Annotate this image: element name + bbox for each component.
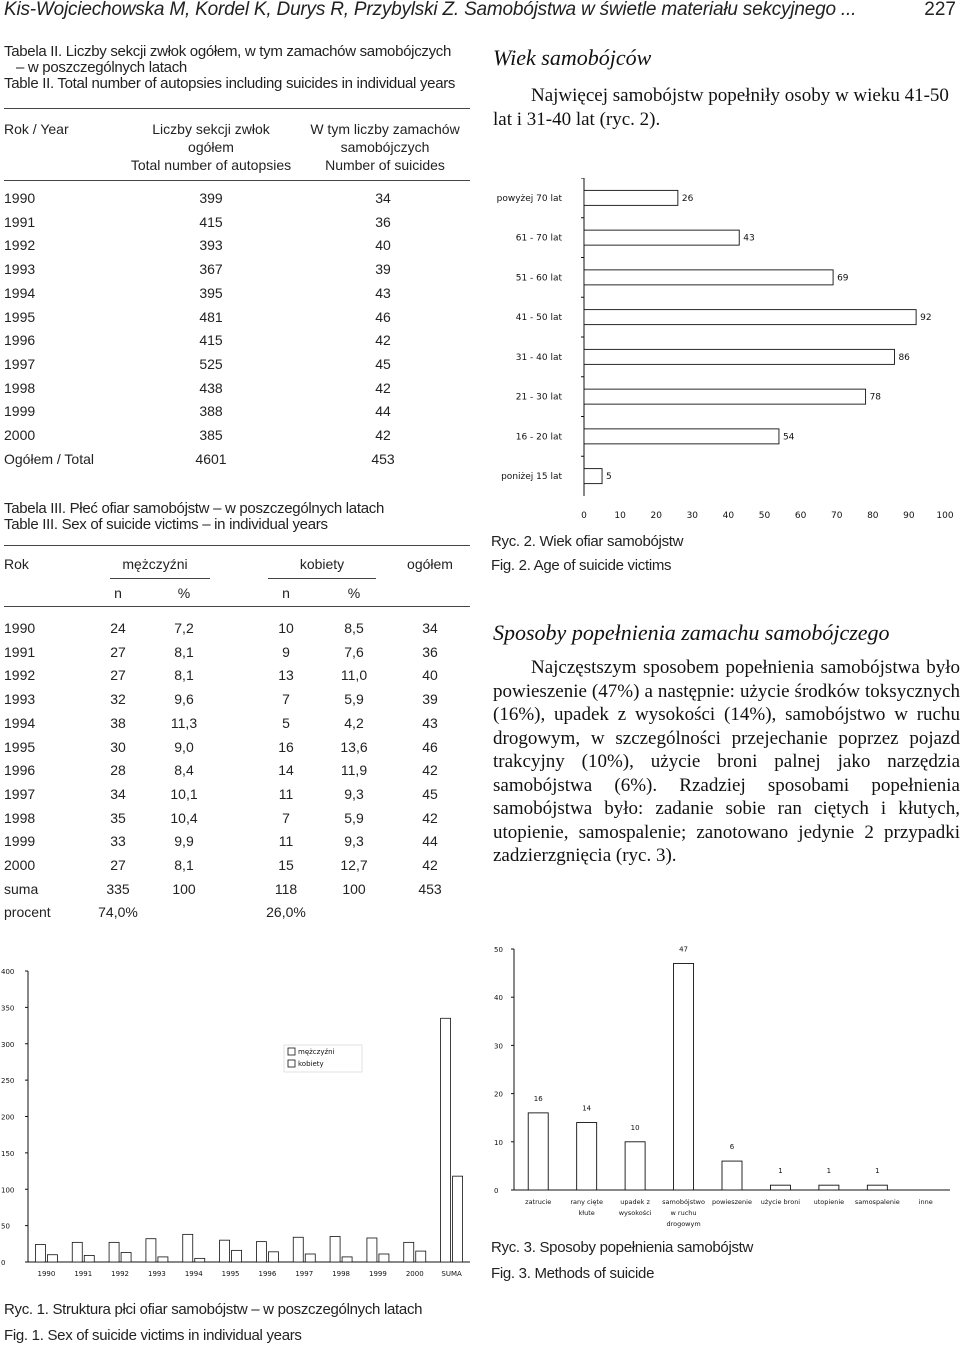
table2-caption-line: Table II. Total number of autopsies including suicides in individual years <box>4 75 456 92</box>
fig1-bar-women <box>268 1252 278 1262</box>
fig1-chart <box>0 955 478 1287</box>
table3-cell-women-pct: 11,0 <box>340 667 368 684</box>
table2-header-suicides: W tym liczby zamachów <box>310 121 460 137</box>
fig3-category-label: rany cięte <box>570 1198 603 1206</box>
table3-cell-men-pct: 9,6 <box>174 691 194 708</box>
fig3-bar <box>819 1185 839 1190</box>
table3-header-rok: Rok <box>4 556 29 572</box>
fig1-legend-swatch <box>288 1060 295 1067</box>
table3-cell-men-pct: 10,1 <box>170 785 198 802</box>
table2-cell-year: 1994 <box>4 284 36 301</box>
table2-cell-year: 1997 <box>4 355 36 372</box>
table3-cell-year: 1995 <box>4 738 36 755</box>
table2-cell-year: 2000 <box>4 427 36 443</box>
table2-cell-autopsies: 399 <box>199 190 223 206</box>
fig2-value-label: 69 <box>837 273 849 284</box>
table3-cell-year: 1991 <box>4 643 36 660</box>
fig3-category-label: użycie broni <box>760 1198 801 1206</box>
running-header: Kis-Wojciechowska M, Kordel K, Durys R, Przybylski Z. Samobójstwa w świetle materiału sekcyjnego ... <box>4 0 857 20</box>
table3-cell-women-pct: 5,9 <box>344 691 364 708</box>
table3-cell-women-n: 16 <box>278 738 294 755</box>
table3-cell-men-pct: 8,1 <box>174 667 194 684</box>
table3-cell-women-pct: 7,6 <box>344 643 364 660</box>
fig1-legend-label: kobiety <box>298 1060 324 1068</box>
table3-cell-total: 43 <box>422 714 438 731</box>
fig1-x-tick-label: 1996 <box>258 1270 277 1278</box>
table3-cell-women-n: 15 <box>278 857 294 873</box>
table3-cell-men-n: 27 <box>110 857 126 873</box>
fig1-bar-men <box>109 1242 119 1262</box>
table2-cell-year: Ogółem / Total <box>4 450 95 467</box>
fig3-value-label: 10 <box>630 1123 640 1132</box>
fig1-y-tick-label: 0 <box>1 1259 6 1267</box>
table2-cell-year: 1990 <box>4 190 36 206</box>
fig2-x-tick-label: 30 <box>686 511 699 521</box>
fig2-value-label: 43 <box>743 233 755 244</box>
fig3-bar <box>625 1142 645 1190</box>
table3-cell-women-pct: 9,3 <box>344 785 364 802</box>
fig2-x-tick-label: 50 <box>758 511 771 521</box>
fig3-y-tick-label: 30 <box>494 1042 503 1051</box>
fig1-bar-men <box>256 1242 266 1262</box>
fig3-y-tick-label: 10 <box>494 1138 503 1147</box>
fig2-category-label: 31 - 40 lat <box>515 352 562 363</box>
fig2-category-label: powyżej 70 lat <box>496 193 562 204</box>
table3-header-women: kobiety <box>299 556 345 572</box>
fig1-y-tick-label: 250 <box>1 1077 15 1086</box>
fig3-category-label: utopienie <box>813 1198 845 1206</box>
table3-header-pct: % <box>347 585 361 601</box>
fig2-x-tick-label: 10 <box>614 511 626 521</box>
fig3-bar <box>722 1161 742 1190</box>
table3-cell-men-pct: 11,3 <box>170 714 198 731</box>
fig3-y-tick-label: 50 <box>494 946 503 954</box>
table3-cell-men-pct: 7,2 <box>174 620 194 636</box>
table2-cell-suicides: 45 <box>375 355 391 372</box>
fig2-value-label: 92 <box>920 313 932 324</box>
table2-cell-autopsies: 385 <box>199 427 223 443</box>
table3-cell-total: 46 <box>422 738 438 755</box>
table3-cell-men-n: 27 <box>110 667 126 684</box>
table2-caption-line: – w poszczególnych latach <box>16 59 187 76</box>
fig2-x-tick-label: 60 <box>794 511 807 521</box>
table3-cell-women-n: 7 <box>282 691 290 708</box>
fig1-x-tick-label: 2000 <box>405 1270 424 1278</box>
table3-cell-women-n: 14 <box>278 762 294 779</box>
fig2-x-tick-label: 100 <box>936 511 954 521</box>
fig1-bar-men <box>146 1239 156 1262</box>
table3-cell-year: 1999 <box>4 833 36 850</box>
table2-cell-autopsies: 367 <box>199 261 223 278</box>
fig2-bar <box>584 230 739 245</box>
table2-caption-line: Tabela II. Liczby sekcji zwłok ogółem, w tym zamachów samobójczych <box>4 43 452 60</box>
table2-cell-autopsies: 388 <box>199 403 223 420</box>
fig3-bar <box>770 1185 790 1190</box>
fig3-category-label: wysokości <box>618 1209 652 1217</box>
table2-header-autopsies: ogółem <box>188 139 234 155</box>
table3-header-total: ogółem <box>407 556 453 572</box>
table3-cell-total: 40 <box>422 667 438 684</box>
table3-cell-women-n: 7 <box>282 809 290 826</box>
fig2-bar <box>584 469 602 484</box>
fig2-value-label: 54 <box>782 432 795 443</box>
fig3-category-label: zatrucie <box>525 1198 552 1206</box>
fig1-y-tick-label: 50 <box>1 1222 10 1231</box>
table3-caption-line: Table III. Sex of suicide victims – in individual years <box>4 516 328 533</box>
fig2-bar <box>584 429 779 444</box>
page-number: 227 <box>924 0 956 20</box>
table2-header-autopsies: Total number of autopsies <box>130 157 292 173</box>
fig2-value-label: 5 <box>606 472 612 483</box>
table3-cell-year: 1992 <box>4 667 36 684</box>
fig1-bar-men <box>404 1242 414 1262</box>
fig1-bar-men <box>35 1245 45 1262</box>
section-age-paragraph: Najwięcej samobójstw popełniły osoby w wieku 41-50 lat i 31-40 lat (ryc. 2). <box>493 85 949 130</box>
fig1-bar-women <box>453 1176 463 1262</box>
fig3-caption <box>491 1240 753 1282</box>
table3-cell-women-pct: 13,6 <box>340 738 368 755</box>
fig1-legend-swatch <box>288 1048 295 1055</box>
table3-cell-year: 1994 <box>4 714 36 731</box>
table3-cell-men-n: 24 <box>110 620 126 636</box>
fig1-caption-pl: Ryc. 1. Struktura płci ofiar samobójstw – w poszczególnych latach <box>4 1301 423 1318</box>
table3-cell-men-pct: 8,1 <box>174 857 194 873</box>
table2-cell-autopsies: 415 <box>199 332 223 349</box>
fig2-value-label: 26 <box>681 193 694 204</box>
table2-cell-autopsies: 4601 <box>195 450 227 467</box>
table2-cell-suicides: 34 <box>375 190 391 206</box>
table3-cell-men-n: 32 <box>110 691 126 708</box>
fig1-x-tick-label: 1999 <box>369 1270 387 1278</box>
fig2-bar <box>584 349 894 364</box>
fig2-x-tick-label: 40 <box>722 511 735 521</box>
fig3-y-tick-label: 20 <box>494 1090 503 1099</box>
fig3-caption-pl: Ryc. 3. Sposoby popełnienia samobójstw <box>491 1239 754 1256</box>
table3-cell-men-n: 38 <box>110 714 126 731</box>
table3-percent-label: procent <box>4 904 51 920</box>
fig3-bar <box>528 1113 548 1190</box>
fig1-bar-women <box>121 1253 131 1262</box>
table2-cell-suicides: 42 <box>375 427 391 443</box>
fig2-x-tick-label: 90 <box>903 511 915 521</box>
table3-cell-year: 1993 <box>4 691 36 708</box>
fig1-x-tick-label: SUMA <box>441 1270 462 1278</box>
fig3-category-label: samospalenie <box>854 1198 900 1206</box>
fig3-category-label: kłute <box>578 1209 595 1217</box>
fig3-value-label: 1 <box>875 1167 880 1176</box>
fig1-y-tick-label: 100 <box>1 1186 15 1195</box>
table3-cell-women-n: 9 <box>282 643 290 660</box>
fig1-y-tick-label: 400 <box>1 968 15 976</box>
table2-cell-suicides: 36 <box>375 213 391 230</box>
fig2-category-label: poniżej 15 lat <box>501 472 562 483</box>
fig2-category-label: 16 - 20 lat <box>515 432 562 443</box>
table3-cell-women-n: 118 <box>274 880 298 897</box>
table3-percent-women: 26,0% <box>266 904 306 920</box>
table3-cell-year: suma <box>4 880 39 897</box>
table3-cell-men-n: 335 <box>106 880 130 897</box>
table3-cell-men-pct: 9,0 <box>174 738 194 755</box>
table2-rule-top <box>4 108 470 109</box>
fig3-category-label: powieszenie <box>712 1198 752 1206</box>
table2-header-suicides: Number of suicides <box>325 157 445 173</box>
table3-rule-mid <box>4 606 470 607</box>
fig2-category-label: 21 - 30 lat <box>515 392 562 403</box>
table2-header-autopsies: Liczby sekcji zwłok <box>152 121 270 137</box>
fig3-category-label: drogowym <box>666 1220 701 1228</box>
fig2-x-tick-label: 80 <box>867 511 879 521</box>
fig1-y-tick-label: 150 <box>1 1149 15 1158</box>
table3-cell-total: 36 <box>422 643 438 660</box>
table3-cell-total: 453 <box>418 880 442 897</box>
table3-cell-year: 1996 <box>4 762 36 779</box>
table2-cell-autopsies: 393 <box>199 237 223 254</box>
fig3-value-label: 14 <box>582 1104 592 1113</box>
fig2-caption-en: Fig. 2. Age of suicide victims <box>491 557 672 574</box>
table3-cell-women-pct: 11,9 <box>340 762 368 779</box>
table2-cell-suicides: 43 <box>375 284 391 301</box>
table3-cell-year: 1990 <box>4 620 36 636</box>
table3-cell-men-n: 27 <box>110 643 126 660</box>
table3-cell-women-n: 13 <box>278 667 294 684</box>
table3-cell-women-n: 10 <box>278 620 294 636</box>
fig3-value-label: 1 <box>826 1167 832 1176</box>
fig1-x-tick-label: 1993 <box>148 1270 166 1278</box>
table3-cell-year: 1997 <box>4 785 36 802</box>
fig3-category-label: w ruchu <box>670 1209 697 1217</box>
fig2-bar <box>584 190 678 205</box>
fig1-y-tick-label: 350 <box>1 1004 15 1013</box>
fig1-bar-women <box>305 1254 315 1262</box>
table3-cell-men-n: 33 <box>110 833 126 850</box>
fig1-legend-label: mężczyźni <box>298 1048 335 1056</box>
table3-header-men: mężczyźni <box>122 556 188 572</box>
table3-rule-top <box>4 545 470 546</box>
table3-cell-total: 39 <box>422 691 438 708</box>
fig2-x-tick-label: 0 <box>581 511 587 521</box>
fig1-caption <box>4 1302 422 1344</box>
fig3-y-tick-label: 0 <box>494 1187 499 1195</box>
fig1-bar-men <box>293 1237 303 1262</box>
table3-caption-line: Tabela III. Płeć ofiar samobójstw – w poszczególnych latach <box>4 500 384 517</box>
fig1-bar-men <box>330 1237 340 1262</box>
table2-cell-year: 1999 <box>4 403 36 420</box>
table3-cell-men-n: 34 <box>110 785 126 802</box>
fig3-category-label: inne <box>918 1198 933 1206</box>
table2-cell-year: 1995 <box>4 308 36 325</box>
fig3-bar <box>674 963 694 1190</box>
table3-header-n: n <box>282 585 290 601</box>
table2-cell-autopsies: 481 <box>199 308 223 325</box>
fig2-caption-pl: Ryc. 2. Wiek ofiar samobójstw <box>491 533 684 550</box>
table3-cell-total: 42 <box>422 762 438 779</box>
fig1-bar-women <box>416 1251 426 1262</box>
table2-cell-suicides: 453 <box>371 450 395 467</box>
fig1-x-tick-label: 1995 <box>221 1270 240 1278</box>
fig2-category-label: 51 - 60 lat <box>515 273 562 284</box>
fig2-bar <box>584 310 916 325</box>
fig1-caption-en: Fig. 1. Sex of suicide victims in individual years <box>4 1327 302 1344</box>
fig1-bar-women <box>342 1257 352 1262</box>
table2-cell-autopsies: 395 <box>199 284 223 301</box>
fig2-x-tick-label: 20 <box>650 511 662 521</box>
fig2-category-label: 41 - 50 lat <box>515 313 562 324</box>
fig3-caption-en: Fig. 3. Methods of suicide <box>491 1265 655 1282</box>
fig3-value-label: 47 <box>679 945 689 954</box>
fig1-bar-women <box>47 1255 57 1262</box>
table3-cell-women-n: 11 <box>278 785 294 802</box>
fig1-y-tick-label: 200 <box>1 1113 15 1122</box>
table3-header-n: n <box>114 585 122 601</box>
table3-header-pct: % <box>177 585 191 601</box>
fig1-x-tick-label: 1997 <box>295 1270 314 1278</box>
table2-cell-suicides: 44 <box>375 403 391 420</box>
table3-cell-women-n: 11 <box>278 833 294 850</box>
fig3-category-label: upadek z <box>620 1198 650 1206</box>
fig1-bar-women <box>195 1258 205 1262</box>
table2-header-year: Rok / Year <box>4 121 69 137</box>
table3-cell-women-pct: 9,3 <box>344 833 364 850</box>
table3-cell-total: 42 <box>422 857 438 873</box>
table2-cell-autopsies: 525 <box>199 355 223 372</box>
table3-cell-year: 2000 <box>4 857 36 873</box>
table2-cell-year: 1991 <box>4 213 36 230</box>
table2-cell-year: 1992 <box>4 237 36 254</box>
fig2-category-label: 61 - 70 lat <box>515 233 562 244</box>
section-age-title: Wiek samobójców <box>493 45 652 70</box>
table3-cell-women-pct: 12,7 <box>340 857 368 873</box>
fig1-bar-men <box>441 1018 451 1262</box>
fig1-bar-men <box>220 1240 230 1262</box>
table2-caption <box>4 44 474 92</box>
table2-cell-year: 1998 <box>4 379 36 396</box>
table3-cell-men-pct: 100 <box>172 880 196 897</box>
fig1-y-tick-label: 300 <box>1 1040 15 1049</box>
section-methods-paragraph: Najczęstszym sposobem popełnienia samobójstwa było powieszenie (47%) a następnie: użycie środków toksycznych (16%), upadek z wysokości (14%), samobójstwo w ruchu drogowym, w szczególności przejechanie poprzez pojazd trakcyjny (10%), użycie broni palnej jako narzędzia samobójstwa (6%). Rzadziej sposobami popełnienia samobójstwa było: zadanie sobie ran ciętych i kłutych, utopienie, samospalenie; zanotowano jedynie 2 przypadki zadzierzgnięcia (ryc. 3). <box>493 657 960 866</box>
table3-cell-men-pct: 8,4 <box>174 762 194 779</box>
fig1-x-tick-label: 1998 <box>332 1270 350 1278</box>
fig3-value-label: 16 <box>533 1094 543 1103</box>
fig1-x-tick-label: 1992 <box>111 1270 129 1278</box>
table3-rule-women <box>268 578 376 579</box>
table3-cell-women-pct: 100 <box>342 880 366 897</box>
fig3-bar <box>577 1123 597 1190</box>
table3-cell-men-pct: 9,9 <box>174 833 194 850</box>
table3-cell-women-n: 5 <box>282 714 290 731</box>
table2-header-suicides: samobójczych <box>340 139 430 155</box>
table2-cell-suicides: 40 <box>375 237 391 254</box>
table2-cell-autopsies: 415 <box>199 213 223 230</box>
fig1-bar-women <box>158 1257 168 1262</box>
fig3-y-tick-label: 40 <box>494 994 503 1003</box>
fig1-bar-men <box>72 1242 82 1262</box>
fig1-bar-men <box>183 1234 193 1262</box>
fig3-bar <box>867 1185 887 1190</box>
table3-cell-women-pct: 4,2 <box>344 714 364 731</box>
table3-cell-men-pct: 10,4 <box>170 809 198 826</box>
table3-cell-total: 45 <box>422 785 438 802</box>
fig1-bar-women <box>84 1255 94 1262</box>
fig2-bar <box>584 389 866 404</box>
fig2-value-label: 86 <box>898 352 910 363</box>
table2-cell-suicides: 42 <box>375 379 391 396</box>
table2-cell-autopsies: 438 <box>199 379 223 396</box>
fig2-chart <box>486 178 960 526</box>
table3-cell-men-n: 28 <box>110 762 126 779</box>
table3-cell-men-n: 35 <box>110 809 126 826</box>
table3-percent-men: 74,0% <box>98 904 138 920</box>
table2-cell-year: 1993 <box>4 261 36 278</box>
table2-rule-mid <box>4 180 470 181</box>
table3-cell-year: 1998 <box>4 809 36 826</box>
fig2-caption <box>491 534 683 574</box>
table3-cell-women-pct: 5,9 <box>344 809 364 826</box>
table3-caption <box>4 501 474 533</box>
fig2-x-tick-label: 70 <box>830 511 843 521</box>
table3-rule-men <box>110 578 210 579</box>
fig3-value-label: 1 <box>778 1167 783 1176</box>
table2-cell-suicides: 39 <box>375 261 391 278</box>
fig3-category-label: samobójstwo <box>662 1198 705 1206</box>
fig2-bar <box>584 270 833 285</box>
table3-cell-women-pct: 8,5 <box>344 620 364 636</box>
fig3-value-label: 6 <box>729 1143 735 1152</box>
fig1-x-tick-label: 1991 <box>74 1270 93 1278</box>
table2-cell-suicides: 46 <box>375 308 391 325</box>
fig1-bar-women <box>232 1250 242 1262</box>
fig1-bar-men <box>367 1238 377 1262</box>
table3-cell-men-pct: 8,1 <box>174 643 194 660</box>
table2-cell-year: 1996 <box>4 332 36 349</box>
section-methods-title: Sposoby popełnienia zamachu samobójczego <box>493 620 890 645</box>
table3-cell-total: 34 <box>422 620 438 636</box>
table3-cell-total: 42 <box>422 809 438 826</box>
fig2-value-label: 78 <box>869 392 882 403</box>
fig1-bar-women <box>379 1254 389 1262</box>
fig3-chart <box>486 940 960 1230</box>
fig1-x-tick-label: 1994 <box>184 1270 203 1278</box>
table3-cell-total: 44 <box>422 833 438 850</box>
table3-cell-men-n: 30 <box>110 738 126 755</box>
fig1-x-tick-label: 1990 <box>37 1270 56 1278</box>
table2-cell-suicides: 42 <box>375 332 391 349</box>
